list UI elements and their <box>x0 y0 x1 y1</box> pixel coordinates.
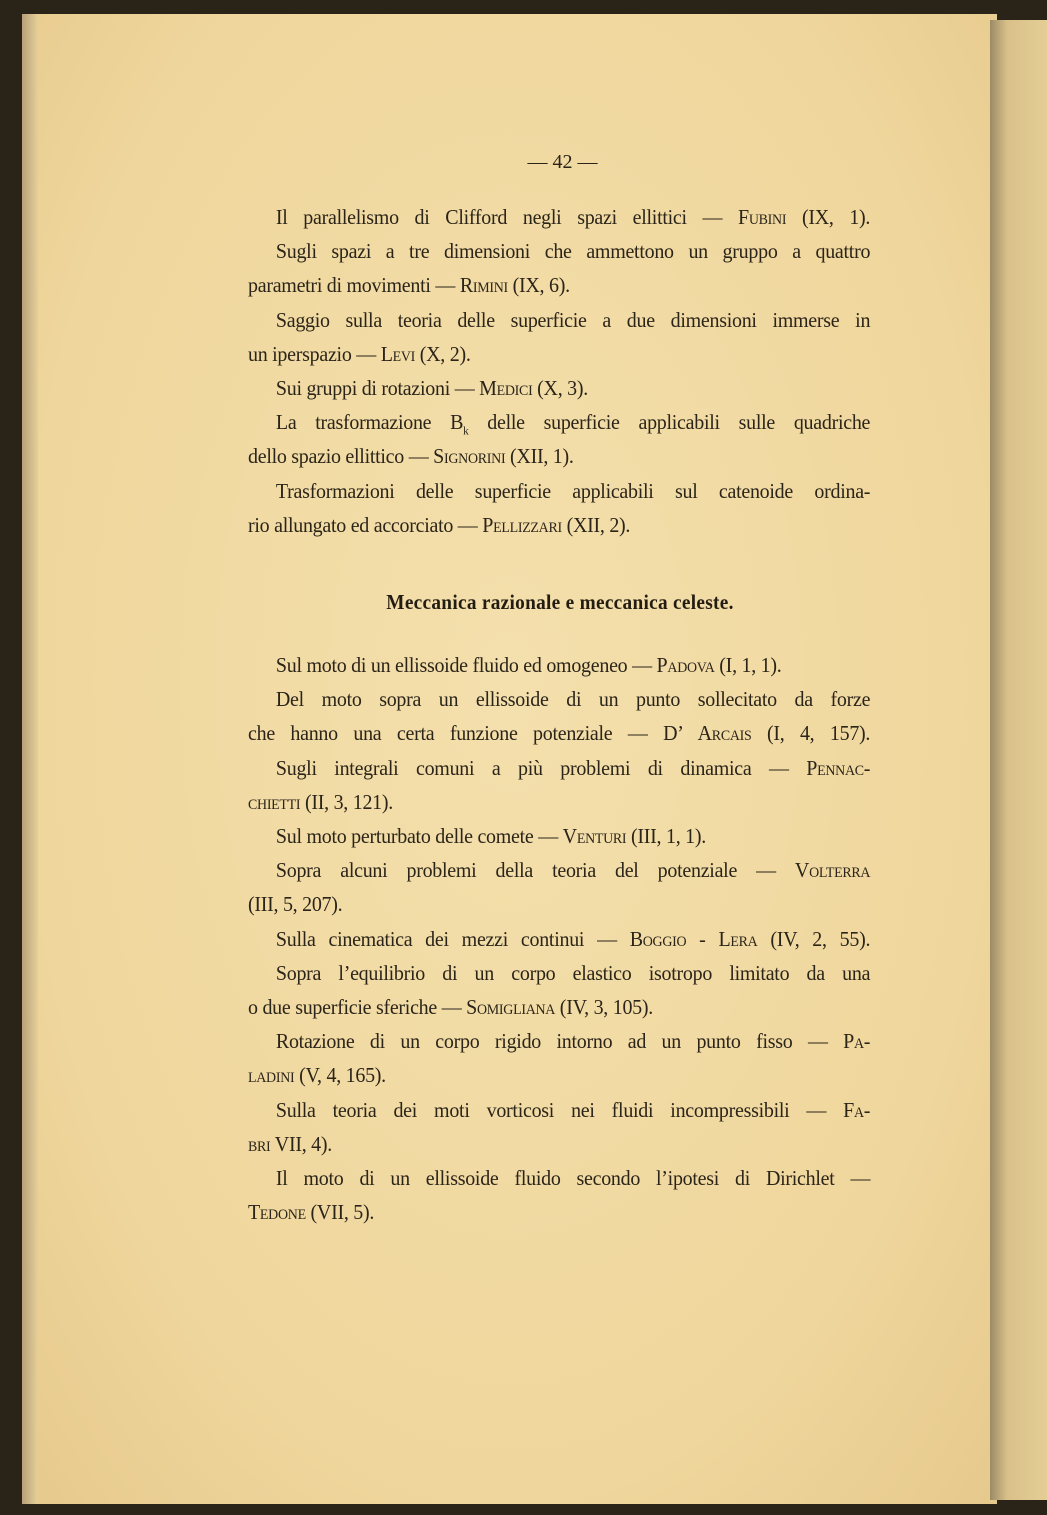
text-line <box>248 687 870 717</box>
text-segment: Sopra l’equilibrio di un corpo elastico isotropo limitato da una <box>275 960 871 985</box>
text-segment: Sugli spazi a tre dimensioni che ammettono un gruppo a quattro <box>275 239 871 264</box>
author-name: Medici <box>479 376 533 400</box>
text-segment: o due superficie sferiche — <box>248 995 467 1019</box>
text-line <box>248 308 870 338</box>
text-line <box>248 342 826 372</box>
author-name: ladini <box>248 1063 295 1088</box>
text-line <box>248 927 870 957</box>
text-line <box>248 479 870 509</box>
text-segment: Sulla cinematica dei mezzi continui — <box>275 926 630 951</box>
text-line <box>248 410 870 440</box>
author-name: Pellizzari <box>482 512 562 537</box>
text-line <box>248 756 870 786</box>
text-segment: (I, 4, 157). <box>751 721 871 746</box>
text-line <box>248 858 870 888</box>
text-line <box>248 995 826 1025</box>
text-line <box>248 1166 870 1196</box>
text-segment: (III, 1, 1). <box>626 824 706 848</box>
text-line <box>248 892 826 922</box>
section-heading: Meccanica razionale e meccanica celeste. <box>386 590 734 614</box>
text-line <box>248 376 826 406</box>
text-segment: parametri di movimenti — <box>248 273 460 298</box>
text-segment: che hanno una certa funzione potenziale — D’ <box>248 721 698 746</box>
next-page-edge <box>990 20 1047 1500</box>
text-segment: rio allungato ed accorciato — <box>248 512 483 537</box>
text-line <box>248 790 826 820</box>
author-name: Arcais <box>697 721 752 746</box>
text-segment: Saggio sulla teoria delle superficie a due dimensioni immerse in <box>275 307 871 332</box>
text-segment: (II, 3, 121). <box>300 789 394 814</box>
author-name: Somigliana <box>466 995 556 1019</box>
text-segment: (X, 2). <box>415 341 471 366</box>
author-name: chietti <box>248 789 301 814</box>
text-segment: Sui gruppi di rotazioni — <box>275 376 480 400</box>
text-segment: dello spazio ellittico — <box>248 444 434 469</box>
text-line <box>248 513 826 543</box>
text-line <box>248 239 870 269</box>
author-name: Signorini <box>433 444 506 469</box>
author-name: Volterra <box>794 858 871 883</box>
text-segment: Il moto di un ellissoide fluido secondo l’ipotesi di Dirichlet — <box>275 1166 871 1190</box>
author-name: Pennac- <box>806 755 871 780</box>
text-segment: un iperspazio — <box>248 341 381 366</box>
page-binding-edge <box>22 14 38 1504</box>
text-segment: (XII, 2). <box>561 512 631 537</box>
text-segment: Il parallelismo di Clifford negli spazi ellittici — <box>275 205 738 229</box>
text-segment: Sul moto di un ellissoide fluido ed omogeneo — <box>275 653 657 677</box>
text-segment: (IX, 1). <box>786 205 871 229</box>
author-name: Fa- <box>843 1097 871 1122</box>
page-number: — 42 — <box>527 151 598 173</box>
text-line <box>248 721 870 751</box>
text-line <box>248 824 826 854</box>
text-segment: (III, 5, 207). <box>248 892 343 917</box>
text-line <box>248 444 826 474</box>
text-line <box>248 1098 870 1128</box>
text-line <box>248 653 826 683</box>
text-segment: Sul moto perturbato delle comete — <box>275 824 563 848</box>
text-line <box>248 1132 826 1162</box>
text-segment: (IV, 3, 105). <box>555 995 654 1019</box>
text-segment: (XII, 1). <box>505 444 574 469</box>
author-name: bri <box>248 1131 271 1156</box>
text-segment: Sugli integrali comuni a più problemi di dinamica — <box>275 755 807 780</box>
author-name: Padova <box>656 653 715 677</box>
text-segment: Sulla teoria dei moti vorticosi nei fluidi incompressibili — <box>275 1097 844 1122</box>
author-name: Levi <box>380 341 416 366</box>
author-name: Tedone <box>248 1200 306 1225</box>
text-segment: Sopra alcuni problemi della teoria del potenziale — <box>275 858 795 883</box>
text-line <box>248 1200 826 1230</box>
text-segment: (IV, 2, 55). <box>757 926 871 951</box>
text-segment: (IX, 6). <box>507 273 570 298</box>
author-name: Boggio - Lera <box>629 926 758 951</box>
text-segment: (V, 4, 165). <box>294 1063 386 1088</box>
text-segment: VII, 4). <box>270 1131 332 1156</box>
text-line <box>248 205 870 235</box>
author-name: Venturi <box>562 824 627 848</box>
text-segment: (I, 1, 1). <box>714 653 782 677</box>
text-line <box>248 1063 826 1093</box>
author-name: Rimini <box>459 273 508 298</box>
text-line <box>248 1029 870 1059</box>
author-name: Fubini <box>737 205 787 229</box>
text-segment: Trasformazioni delle superficie applicabili sul catenoide ordina- <box>275 478 871 503</box>
text-segment: delle superficie applicabili sulle quadriche <box>468 410 871 435</box>
subscript: k <box>463 423 469 438</box>
text-line <box>248 961 870 991</box>
text-segment: La trasformazione B <box>275 410 464 435</box>
text-segment: Rotazione di un corpo rigido intorno ad un punto fisso — <box>275 1029 844 1054</box>
text-segment: (X, 3). <box>532 376 588 400</box>
text-segment: Del moto sopra un ellissoide di un punto sollecitato da forze <box>275 687 871 712</box>
author-name: Pa- <box>843 1029 871 1054</box>
text-segment: (VII, 5). <box>305 1200 375 1225</box>
text-line <box>248 273 826 303</box>
